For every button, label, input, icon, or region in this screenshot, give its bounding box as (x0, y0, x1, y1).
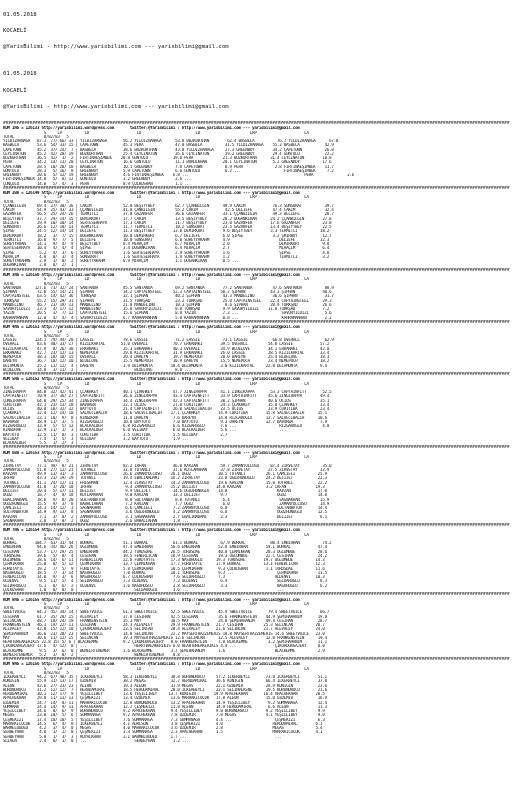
table-row: OLDENVI 9.5 11/ 5/ 4 | SELDAROGLU 7.3 OLDENVI 7.3 OLDENVI 6.9 SELDAROGLU 8.3 (3, 579, 327, 584)
table-row: SAVURYILDIZI 23.3 4/ 17/ 12 | MANDELINO 15.0 SAVURYILDIZI 8.8 TÜRKŞAD 9.9 SAVURYILDIZI 11.8 TÜRKŞAD 7.2 (3, 307, 330, 312)
table-row: ILKERBEYLİ 94.2 67/ 48/ 35 | ILKERBEYLİ 58.3 ILKERBEYLİ 38.8 BURUNDRUCU 57.2 ILKERBEYLİ 73.8 ILKERBEYLİ 51.1 (3, 675, 327, 680)
table-row: BAVURBA 18.9 11/ 3/ 5 | RIZGAROGLU 10.8 BAYTOTO 7.0 BAYTOTO 9.3 DAREYN 12.7 BAVURBA 7.9 (3, 419, 327, 424)
table-row: YAZIN 20.5 3/ 7/ 12 | CAPTAINSTEEL 15.6 ŞIPHAN 8.8 YAZIN 7.3 ... SAVURYILDIZI 5.6 (3, 311, 332, 316)
table-row: ÇONGIRAPPA 64.8 29/ 25/ 34 | ZİNGIRAPPA 34.4 ZİNGIRAPPA 42.3 CAPTAINFITT 30.2 ŞIPHAN 40.6 OCIUS 35.1 (3, 398, 330, 403)
table-row: OCIUS 40.0 10/ 32/ 32 | BAYTOTO 21.4 CAPTAINFITT 26.0 SALVECİBALİH 23.5 OCIUS 33.9 CORİTIBA 23.4 (3, 407, 330, 412)
table-row: PERA 34.2 14/ 13/ 20 | CEYLİNATUN 16.6 GÜNTÜLÜ 11.1 BURULKHAN 20.1 CEYLİNATUN 5.2 GREENBOY 17.6 (3, 160, 332, 165)
table-row: MEGAS 23.0 10/ 5/ 6 | SUMMANAGA 9.2 APACHEKHAN 7.8 ÖZDEMİR 7.8 MEGAS 4.1 YEŞİLLİBEY 9.0 (3, 713, 325, 718)
table-row: ŞİPSE 5.2 4/ 3/ 6 | SÜREYYAHAN 1.6 SERTESERHAYA 2.9 SÜREYYAKAHM 1.6 ŞİPSE 4.8 (3, 250, 330, 255)
section-separator: ############################################################################################################################################################################################## (3, 657, 510, 663)
race-title: KUM 8NG = 126155 http://yarisbilimi.wordpress.com twitter:@YarisBilimi : http://www.yarisbilimi.com --- yarisbilimi@gmail.com (3, 597, 300, 602)
table-row: ZİRVETAY 77.1 49/ 8/ 23 | ZİRVETAY 82.2 İRFAN 46.0 KAVZAN 59.7 ZAMANYOLCUSU 87.4 ZİRVETAY 35.0 (3, 463, 332, 468)
document-header (3, 2, 526, 121)
race-block (3, 325, 526, 372)
table-row: SLEVEN 2.4 0/ 1/ 0 | ... SERBEYHAN 1.2 ... (3, 738, 189, 743)
table-row: KAVZAN 7.1 3/ 0/ 2 | ZAMANYOLCUSU 3.1 SAĞNAKHAN 2.7 EBALINADAMI 2.3 DELİJET 6.1 (3, 514, 327, 519)
table-row: BASBELA 53.6 54/ 33/ 15 | CAPETOWN 45.3 PERA 47.0 BASBELA 31.5 YILDIZHANAĞA 55.3 BASBELA 42.9 (3, 143, 334, 148)
table-row: DELİJET 20.4 5/ 17/ 11 | DELİJET 9.9 DELİJET 14.6 OĞUZHUNOĞLU 14.0 KAVZAN 17.0 (3, 489, 327, 494)
table-row: BLACKALDER 5.5 1/ 2/ 3 | ... (3, 441, 87, 446)
table-row: FIRTINAEŞİMBEK 14.8 5/ 8/ 12 | GÜNTÜLÜ 3.2 GREENBOY 2.6 ... (3, 177, 191, 182)
section-separator: ############################################################################################################################################################################################## (3, 372, 510, 377)
table-row: ALEVALEY 42.8 15/ 12/ 10 | ÇIKORDOAGAJERY 23.5 SELİNCAN 28.4 ALEVALEY 21.6 SELİNCAN 21.7 ALEVALEY 24.0 (3, 627, 325, 632)
table-row: ÖZDEMİR 24.7 14/ 8/ 11 | MARRAKICOCUK 12.8 BURUNDRUCU 13.2 APACHEKHAN 14.9 YEŞİLLİBEY 9.2 SUMMANAGA 12.4 (3, 700, 327, 705)
table-row: TOTAL 8/82/83 5 (3, 333, 69, 338)
table-row: EBALINADAMI 18.6 9/ 8/ 20 | SULTANBATUR 8.8 SULTANBATUR 8.8 TUTANLI 6.4 SAĞNAKHAN 15.9 (3, 497, 330, 502)
table-row: ÇEŞMEKIZI 17.4 10/ 10/ 5 | YEŞİLLİBEY 7.6 SUMMANAGA 7.3 SUMMANAGA 4.4 ... ÇEŞMEKIZI 6.3 (3, 717, 325, 722)
table-row: CESİHAN 53.7 17/ 29/ 25 | EMBIRHAN 44.2 TORDSDAE 26.5 TORDSDAE 40.0 ÇERMİKHAN 20.3 OGLUMBUE 28.6 (3, 549, 327, 554)
table-row: CEYLİNATUN 45.2 42/ 28/ 19 | BOZKURTHAN 25.4 CEYLİNATUN 35.6 CEYLİNATUN 29.2 GREENBOY 29.4 GÜNTÜLÜ 22.2 (3, 151, 334, 156)
table-row: LASSİE 124.1 79/ 44/ 20 | LASSİE 78.6 LASSİE 71.2 LASSİE 73.1 LASSİE 66.8 OVERALL 62.9 (3, 338, 334, 342)
table-row: GÜNTÜLÜ 28.3 5/ 16/ 8 | GREENBOY 5.9 CAPETOWN 6.6 GÜNTÜLÜ 6.2 ... FIRTINAEŞİMBEK 7.2 (3, 168, 334, 173)
column-headers: S LP LD LD LD LRP LA (3, 666, 309, 671)
section-separator: ############################################################################################################################################################################################## (3, 592, 510, 598)
table-row: TOTAL 8/82/83 5 (3, 606, 69, 611)
table-row: SWEETVOICE 84.3 45/ 34/ 14 | SWEETVOICE 61.3 SWEETVOICE 52.5 SWEETVOICE 45.9 SWEETVOICE 79.4 SWEETVOICE 66.7 (3, 610, 330, 615)
table-row: MİRAÇİM 4.0 0/ 3/ 4 | SONSURAT 1.6 SERTESERHAYA 1.9 SÜREYYAKAHM 1.2 TERMİTLİ 3.2 (3, 254, 330, 259)
table-row: BLACKEMME 9.5 3/ 6/ 0 | WEMELRTENEMER 1.6 BLACKEMME 3.7 ŞEMİHAHANIM 1.6 BLACKEMME 2.9 (3, 648, 325, 653)
table-row: ÇAPETOWN 45.2 37/ 24/ 7 | BASBELA 38.6 BOZKURTHAN 43.8 YILDIZHANAĞA 27.3 GREENBOY 34.2 ÇAPETOWN 26.0 (3, 147, 334, 152)
race-title: KUM 1NG = 126133 http://yarisbilimi.wordpress.com twitter:@YarisBilimi : http://www.yarisbilimi.com --- yarisbilimi@gmail.com (3, 126, 300, 131)
table-row: SANTANUA 127.6 73/ 32/ 24 | SANTANUA 45.5 SANTANUA 69.2 SANTANUA 77.2 SANTANUA 47.6 SANTANUA 88.9 (3, 285, 334, 290)
race-title: KUM 7NG = 126154 http://yarisbilimi.wordpress.com twitter:@YarisBilimi : http://www.yarisbilimi.com --- yarisbilimi@gmail.com (3, 528, 300, 533)
table-row: SERTESERHAYA 10.4 4/ 4/ 4 | ŞİPSE 3.4 DOĞANKIRAN 6.4 MİRAÇİM 2.7 MİRAÇİM 6.4 (3, 246, 330, 251)
table-row: ÇERMİKHAN 25.0 8/ 5/ 12 | ÇERMİKHAN 13.7 ÇERMİKHAN 17.7 FORDTAYTE 17.9 BURKAL 13.1 FENERLICAN 12.3 (3, 562, 325, 567)
header-contact-repeat: @YarisBilimi - http://www.yarisbilimi.com --- yarisbilimi@gmail.com (3, 103, 229, 110)
column-headers: S LP LD LD LD LRP LA (3, 195, 309, 200)
race-title: KUM 9NG = 126156 http://yarisbilimi.wordpress.com twitter:@YarisBilimi : http://www.yarisbilimi.com --- yarisbilimi@gmail.com (3, 662, 300, 667)
column-headers: S LP LD LD LD LRP LA (3, 455, 309, 460)
table-row: TOTAL 8/82/83 5 (3, 536, 69, 541)
table-row: ZAMANYOLCUSU 51.0 27/ 12/ 21 | TUTANLI 31.8 TUTANLI 37.6 KUTLAMAHAN 37.8 ZİRVETAY 27.5 ZİRVETAY 33.9 (3, 467, 330, 472)
table-row: KAVZAN 49.9 13/ 31/ 3 | ZAMANYOLCUSU 26.6 ZAMANYOLCUSU 26.1 OĞUZ 30.5 TUTANLI 26.1 ÇAMLIELİ 25.9 (3, 472, 327, 477)
race-block (3, 598, 526, 658)
table-row: SÜREYYAHAN 14.1 9/ 4/ 9 | BEŞİYTBEY 8.4 MİRAÇİM 6.7 MİRAÇİM 2.0 DEMİRKURT 9.8 (3, 242, 330, 247)
table-row: SÜREYYAKAHMN 2.9 1/ 0/ 2 | SÜREYYAKAHM 0.9 MİRAÇİM 1.1 DOĞANKIRAN 0.5 ... (3, 259, 239, 264)
table-row: CORİTIBA 42.1 23/ 13/ 18 | BAVURBA 22.1 OCIUS 27.0 CORİTIBA 24.3 ÇLAKHKEY 35.8 ÇLAKHKEY 33.4 (3, 402, 330, 407)
table-row: TOTAL 8/82/83 5 (3, 134, 69, 139)
results-sheet (3, 2, 526, 743)
table-row: DOĞANKIRAN 2.0 0/ 2/ 1 | ... (3, 263, 87, 268)
table-row: WARMELOODED 4.2 3/ 4/ 0 | MEGAS 4.0 MARRAKICOCUK 3.6 ÖZDEMİR 2.8 MEGAS 5.4 (3, 726, 323, 731)
table-row: BAYTOTO 12.5 11/ 0/ 3 | CORİTIBA 3.5 CORİTIBA 5.5 VELİBAY 2.7 (3, 432, 228, 437)
table-row: DELİEFE 29.9 10/ 10/ 14 | SERTESERHAYA 17.1 CAKIM 11.7 BEŞİYTBEY 23.0 GAZANFER 17.6 GAZANFER 23.8 (3, 220, 332, 225)
table-row: BOZKURTHAN 36.5 42/ 3/ 2 | FIRTINAEŞİMBEK 20.8 GÜNTÜLÜ 19.0 PERA 21.3 BOZKURTHAN 31.4 CEYLİNATUN 18.8 (3, 156, 332, 161)
race-title: KUM 4NG = 126151 http://yarisbilimi.wordpress.com twitter:@YarisBilimi : http://www.yarisbilimi.com --- yarisbilimi@gmail.com (3, 325, 300, 330)
table-row: GÜMMANA 24.4 14/ 9/ 11 | APACHEKHAN 12.2 ÇEŞMEKIZI 11.8 ALEON 14.9 HERODAMIRAL 6.6 ALEON 11.3 (3, 704, 327, 709)
table-row: ÇAMLIELİ 14.3 14/ 12/ 3 | SAĞNAKHAN 6.6 ÇAMLIELİ 7.2 ZAMANYOLCUSU 6.0 SULTANBATUR 14.4 (3, 506, 327, 511)
table-row: WEMELRTENEMER 5.2 3/ 0/ 2 | ... WEMELRTENEMER 0.8 ... ... (3, 652, 284, 657)
race-title: KUM 5NG = 126152 http://yarisbilimi.wordpress.com twitter:@YarisBilimi : http://www.yarisbilimi.com --- yarisbilimi@gmail.com (3, 377, 300, 382)
table-row: BLUELOVE 14.8 3/ 11/ 2 | ... BLUELOVE 8.0 ... (3, 367, 191, 372)
section-separator: ############################################################################################################################################################################################## (3, 319, 510, 325)
section-separator: ############################################################################################################################################################################################## (3, 445, 510, 451)
header-date-repeat: 01.05.2018 (3, 71, 37, 78)
table-row: SULTANBATUR 14.9 9/ 13/ 8 | SAĞNAKHAN 3.6 OĞUZHUNOĞLU 4.2 ZAMANYOLCUSU 6.0 OĞUZHUNOĞLU 12.5 (3, 510, 327, 515)
table-row: KIZILKARTAL 47.9 8/ 26/ 38 | ERKANAKI 35.3 ERKANAKI 40.3 OVERALL 34.9 BLUELOVE 34.1 ERKANAKI 42.0 (3, 346, 330, 351)
table-row: DAREYN 36.7 10/ 12/ 10 | BLUELOVE 15.5 NEMEPOCH 10.9 DAREYN 15.5 NEMEPOCH 23.4 NEMEPOCH 18.2 (3, 359, 330, 364)
table-row: ÇÜNÇÜLÜ 14.0 5/ 4/ 3 | PERA 0.9 ÇOLKUSHAN 1.1 ... (3, 181, 191, 186)
table-row: FORDTAYTE 19.2 7/ 5/ 9 | FORDTAYTE 5.8 ÇERMİKHAN 10.5 ÇERMİKHAN 9.3 ÇOLKUSHAN 1.1 TORDSDAE 11.6 (3, 566, 325, 571)
table-row: SONSURAT 26.6 12/ 10/ 13 | TERMİTLİ 11.7 TERMİTLİ 10.2 SONSURAT 23.5 GAZANFER 13.4 BEŞİYTBEY 22.5 (3, 225, 332, 230)
table-row: EMBIRHAN 94.6 34/ 46/ 26 | OGLUMBUE 47.4 EMBIRHAN 56.6 EMBIRHAN 52.8 EMBIRHAN 59.1 BURKAL 47.4 (3, 545, 327, 550)
table-row: SERBEYHAN 5.0 1/ 3/ 3 | ROYALKHAN 2.1 WARMBLOODED 1.7 ... ... (3, 734, 282, 739)
table-row: ÇIKORDOAGAJERY 17.6 4/ 12/ 8 | ... HEARTBREAKERİKIS 6.0 HEARTBREAKERİKIS 4.4 ... ÇIKORDOAGAJERY 8.0 (3, 644, 325, 649)
table-row: TÜRKŞAD 55.2 15/ 29/ 31 | ŞIPHAN 31.5 TÜRKŞAD 23.2 TÜRKŞAD 25.0 CAPTAINSTEEL 22.4 CAPTAINSTEEL 29.3 (3, 298, 332, 303)
table-row: YILDIZHANAĞA 87.3 77/ 66/ 33 | YILDIZHANAĞA 56.2 YILDIZHANAĞA 53.8 BOZKURTHAN 62.4 BASBELA 76.7 YILDIZHANAĞA 67.0 (3, 139, 339, 144)
table-row: ALEON 42.6 27/ 23/ 23 | ALEON 19.3 ALEON 31.9 MEGAS 22.1 ÖZDEMİR 28.9 KONIGIN 23.6 (3, 683, 327, 688)
table-row: ŞEMİHAHANIM 36.6 23/ 20/ 23 | SWEETVOICE 14.8 SELİNCAN 22.2 MAYSERTHAZZEMERIS 18.8 MAYSERTHAZZEMERIS 14.6 SWEETVOICE 23.0 (3, 631, 325, 636)
table-row: SERBEYHAN 4.0 1/ 2/ 0 | ÇEŞMEKIZI 3.3 SUMMANAGA 2.3 APACHEKHAN 1.5 MARRAKICOCUK 4.1 (3, 730, 323, 735)
race-block (3, 126, 526, 186)
table-row: İRFAN 43.3 23/ 19/ 19 | TUTANLI 19.4 EBALINADAMI 16.2 ZİRVETAY 23.8 OĞUZHUNOĞLU 24.2 DELİJET 22.3 (3, 476, 327, 481)
table-row: ERKANAKI 42.7 23/ 12/ 13 | NEMEPOCH 29.8 KIZILKARTAL 31.9 ERKANAKI 26.0 LASSİE 28.5 KIZILKARTAL 33.4 (3, 350, 330, 355)
section-separator: ############################################################################################################################################################################################## (3, 120, 510, 126)
table-row: OGLUMBUE 28.6 14/ 6/ 11 | FENERLICAN 22.8 FORDTAYTE 17.3 NASUHOGLU 19.3 TORDSDAE 19.7 OGLUMBUE 14.3 (3, 558, 325, 563)
column-headers: S LP LD LD LD LRP LA (3, 130, 309, 135)
table-row: YEŞİLLİBEY 24.6 8/ 6/ 9 | BURUNDRUCU 9.2 APACHEKHAN 9.4 YEŞİLLİBEY 9.0 BURUNDRUCU 9.2 YEŞİLLİBEY 9.9 (3, 709, 325, 714)
race-title: KUM 6BA = 126153 http://yarisbilimi.wordpress.com twitter:@YarisBilimi : http://www.yarisbilimi.com --- yarisbilimi@gmail.com (3, 450, 300, 455)
table-row: OĞUZ 18.7 4/ 8/ 18 | KUTLAMAHAN 9.0 KAVZAN 13.3 DELİJET 9.7 OĞUZ 14.8 (3, 493, 327, 498)
table-row: HERODAMIRAL 30.1 12/ 17/ 9 | YEŞİLLİBEY 13.6 YEŞİLLİBEY 13.7 KONIGIN 19.9 APACHEKHAN 16.4 APACHEKHAN 20.5 (3, 692, 325, 697)
race-block (3, 377, 526, 445)
table-row: BURUNDRUCU 31.2 12/ 12/ 7 | HERODAMIRAL 18.5 HERODAMIRAL 20.0 ILKERBEYLİ 22.1 SELINVERENE 19.5 BURUNDRUCU 21.6 (3, 687, 327, 692)
header-contact: @YarisBilimi - http://www.yarisbilimi.com --- yarisbilimi@gmail.com (3, 44, 229, 51)
table-row: NASUHOGLU 18.5 7/ 3/ 14 | NASUHOGLU 7.0 BURKAL 10.1 TORDSDAE 9.3 ... ÇERMİKHAN 11.5 (3, 570, 327, 575)
table-row: CAPETOWN 28.5 10/ 20/ 18 | BASBELA 10.1 GREENBOY 7.8 CAPETOWN 8.9 PERA 2.8 FIRTINAEŞİMBEK 11.7 (3, 164, 334, 169)
table-row: DEMİRKURT 18.2 3/ 7/ 15 | DOĞANKIRAN 10.0 DEMİRKURT 6.7 DELİEFE 6.0 ŞİPSE 3.2 ŞMİRBOY 12.7 (3, 233, 332, 238)
race-blocks (3, 121, 526, 743)
table-row: KINGDRAK 12.9 11/ 1/ 3 | BLACKALDER 6.0 VELİBAY 6.0 BLACKALDER 5.6 ... ... (3, 428, 287, 433)
table-row: SALVECİBALİH 23.1 10/ 9/ 8 | KINGDRAK 11.0 DAREYN 7.6 DAREYN 14.8 RIZGAROGLU 12.7 SALVECİBALİH 10.6 (3, 415, 327, 420)
table-row: DELAMONTA 25.2 13/ 12/ 4 | DAREYN 3.9 DELAMONTA 10.4 DELAMONTA 3.0 KIZILKARTAL 22.8 DELAMONTA 9.4 (3, 363, 327, 368)
section-separator: ############################################################################################################################################################################################## (3, 185, 510, 191)
table-row: OVERALL 83.6 40/ 33/ 17 | KIZILKARTAL 51.0 OVERALL 70.7 ERKANAKI 39.5 OVERALL 54.0 LASSİE 57.2 (3, 342, 330, 347)
table-row: GREENBOY 20.6 5/ 12/ 19 | GREENBOY 4.6 FIRTINAEŞİMBEK 6.8 ... PERA 2.6 (3, 173, 355, 178)
table-row: CAPTAINSTEEL 63.5 14/ 42/ 36 | TÜRKŞAD 32.1 ŞIPHAN 40.2 ŞIPHAN 43.3 MANDELINO 36.6 ŞIPHAN 31.7 (3, 294, 334, 299)
race-block (3, 451, 526, 523)
table-row: NEMEPOCH 38.3 18/ 10/ 15 | OVERALL 20.4 DAREYN 19.7 NEMEPOCH 28.0 DAREYN 25.4 BLUELOVE 18.3 (3, 355, 330, 359)
table-row: KONIGIN 55.9 31/ 13/ 17 | ÖZDEMİR 38.2 MEGAS 32.7 HERODAMIRAL 36.6 KONIGIN 66.4 ILKERBEYLİ 37.8 (3, 679, 327, 684)
table-row: TOTAL 8/82/83 5 (3, 385, 69, 390)
table-row: FENERLICAN 14.0 9/ 3/ 6 | NASUHOGLU 6.7 ÇOLKUSHAN 7.6 SELDAROGLU 7.3 OLDENVI 10.3 (3, 575, 325, 580)
column-headers: S LP LD LD LD LRP LA (3, 381, 309, 386)
table-row: ZAMANYOLCUSU 41.0 3/ 20/ 10 | İRFAN 9.4 ZAMANYOLCUSU 15.2 DELİJET 14.0 KAVZAN 3.2 İRFAN 19.3 (3, 484, 325, 489)
table-row: TUTANLI 41.1 24/ 12/ 11 | FRESHMAN 12.4 ZİRVETAY 14.3 ZAMANYOLCUSU 19.6 KAVZAN 15.0 TUTANLI 22.2 (3, 480, 327, 485)
table-row: RIZGAROGLU 13.9 5/ 5/ 13 | BLACKALDER 6.8 RIZGAROGLU 6.6 RIZGAROGLU 7.6 ... RIZGAROGLU 4.0 (3, 424, 330, 429)
table-row: SELDAROGLU 6.1 0/ 6/ 2 | OLDENVI 1.6 NASUHOGLU 3.8 SELDAROGLU 3.3 NASUHOGLU 6.2 (3, 583, 327, 588)
race-block (3, 191, 526, 268)
race-title: KUM 3NG = 126150 http://yarisbilimi.wordpress.com twitter:@YarisBilimi : http://www.yarisbilimi.com --- yarisbilimi@gmail.com (3, 273, 300, 278)
table-row: ÇÇANBILGİN 69.4 37/ 30/ 36 | CAKIM 52.0 BEŞİYTBEY 62.7 ÇÇANBILGİN 49.9 CAKIM 76.3 SONSURAT 39.7 (3, 203, 334, 208)
table-row: MANDELINO 46.7 23/ 19/ 13 | MANDELINO 21.0 MANDELINO 10.3 ŞIPHAN 8.6 ŞIPHAN 20.9 TÜRKŞAD 26.6 (3, 302, 332, 307)
table-row: ZİNGIRAPPA 84.0 32/ 42/ 41 | ÇLAKHKEY 40.1 ÇLAKHKEY 47.7 ZİNGIRAPPA 41.1 ZİNGIRAPPA 53.3 CAPTAINFITT 52.5 (3, 390, 332, 395)
table-row: SAĞNAKHAN 3.0 1/ 0/ 2 | OĞUZ 2.6 BABALIAHAN 1.8 ... ... (3, 518, 284, 523)
table-row: TORDSDAE 39.6 5/ 8/ 4 | CESİHAN 19.5 FENERLICAN 18.9 CESİHAN 19.3 OGLUMBUE 22.1 CESİHAN 24.2 (3, 553, 327, 558)
section-separator: ############################################################################################################################################################################################## (3, 267, 510, 273)
table-row: CAKIM 54.9 25/ 43/ 33 | ÇÇANBILGİN 41.8 ÇANBILGİN 55.2 CAKIM 42.5 DELİEFE 47.4 CAKIM 32.4 (3, 208, 334, 213)
table-row: TOTAL 8/82/83 5 (3, 459, 69, 464)
column-headers: S LP LD LD LD LRP LA (3, 277, 309, 282)
header-date: 01.05.2018 (3, 11, 37, 18)
race-block (3, 662, 526, 743)
column-headers: S LP LD LD LD LRP LA (3, 601, 309, 606)
table-row: BURKAL 104.7 63/ 31/ 44 | BURKAL 51.1 BURKAL 61.1 BURKAL 67.9 BURKAL 80.4 EMBIRHAN 74.2 (3, 541, 332, 546)
table-row: CAPTAINFITT 70.9 37/ 36/ 27 | CAPTAINFITT 36.6 ZİNGIRAPPA 43.4 CAPTAINFITT 33.9 CAPTAINFITT 45.6 ZİNGIRAPPA 49.4 (3, 394, 330, 399)
table-row: CESİHAN 61.7 35/ 28/ 15 | ALEVALEY 37.8 CESİHAN 42.5 CESİHAN 35.6 FRANKENSTEIN 44.9 ŞEMİHAHANIM 19.8 (3, 614, 327, 619)
table-row: GAZANFER 56.5 25/ 24/ 26 | TERMİTLİ 37.0 GAZANFER 36.6 GAZANFER 33.1 ÇÇANBILGİN 49.3 DELİEFE 28.7 (3, 212, 334, 217)
table-row: ÇLAKHKEY 32.4 12/ 14/ 10 | SALVECİBALİH 18.6 SALVECİBALİH 17.1 ÇLAKHKEY 14.9 CORİTIBA 15.8 SALVECİBALİH 15.1 (3, 411, 327, 416)
table-row: APACHEKHAN 29.8 11/ 13/ 13 | ÇEŞMEKIZI 13.4 ÖZDEMİR 13.6 MARRAKICOCUK 17.8 ALEON 15.0 ÖZDEMİR 16.9 (3, 696, 327, 701)
table-row: TOTAL 8/82/83 5 (3, 199, 69, 204)
table-row: TERMİTLİ 16.0 9/ 7/ 5 | DELİEFE 10.0 SONSURAT 6.8 SÜREYYAKAHM 4.9 DELİEFE 12.3 (3, 237, 330, 242)
section-separator: ############################################################################################################################################################################################## (3, 523, 510, 529)
table-row: TOTAL 8/82/83 5 (3, 281, 69, 286)
race-title: KUM 2BA = 126149 http://yarisbilimi.wordpress.com twitter:@YarisBilimi : http://www.yarisbilimi.com --- yarisbilimi@gmail.com (3, 191, 300, 196)
table-row: HEARTBREAKERİKIS 22.8 15/ 5/ 6 | BLACKEMME 9.2 ÇIKORDOAGAJERY 8.0 FRANKENSTEIN 7.0 BLACKEMME 3.2 ŞEMİHAHANIM 11.1 (3, 640, 327, 645)
column-headers: S LP LD LD LD LRP LA (3, 532, 309, 537)
table-row: ÇOLKUSHAN 1.0 0/ 0/ 0 | ... SELDAROGLU 1.6 ... ... (3, 587, 284, 592)
table-row: FRANKENSTEIN 46.1 19/ 22/ 11 | CESİHAN 24.3 ALEVALEY 29.9 FRANKENSTEIN 21.7 CESİHAN 25.3 SELİNCAN 28.7 (3, 623, 325, 628)
table-row: ŞIPHAN 72.0 55/ 14/ 21 | ŞIPHAN 34.2 CAPTAINSTEEL 52.3 CAPTAINSTEEL 50.2 ŞIPHAN 43.3 ŞIPHAN 40.6 (3, 290, 332, 295)
race-block (3, 528, 526, 592)
table-row: MAY 30.6 11/ 12/ 15 | SELİNCAN 19.3 MAYSERTHAZZEMERIS 12.6 SELİNCAN 12.5 ALEVALEY 12.0 FRANKENSTEIN 19.4 (3, 635, 327, 640)
table-row: OĞUZHUNOĞLU 15.5 9/ 3/ 8 | BABALIAHAN 7.2 KAVZAN 7.7 OĞUZ 6.0 ZAMANYOLCUSU 14.9 (3, 501, 330, 506)
header-city: KOCAELİ (3, 28, 27, 35)
table-row: SELİNCAN 48.7 18/ 24/ 19 | FRANKENSTEIN 35.3 MAY 30.5 MAY 24.8 ŞEMİHAHANIM 49.4 CESİHAN 28.7 (3, 618, 327, 623)
table-row: TOTAL 8/82/83 5 (3, 670, 69, 675)
table-row: BEŞİYTBEY 37.7 29/ 14/ 15 | DEMİRKURT 17.7 CAKIM 13.5 BEŞİYTBEY 28.2 DOĞANKIRAN 24.2 ÇÇANBILGİN 27.8 (3, 216, 332, 221)
header-city-repeat: KOCAELİ (3, 87, 27, 94)
column-headers: S LP LD LD LD LRP LA (3, 329, 309, 334)
table-row: MARRAKICOCUK 14.5 6/ 4/ 8 | ILKERBEYLİ 4.1 ADALSON 3.8 ÇEŞMEKIZI 4.0 HERODAMIRAL 6.1 (3, 721, 323, 726)
race-block (3, 273, 526, 320)
table-row: VELİBAY 7.4 1/ 5/ 3 | VELİBAY 3.2 BAYTOTO 1.9 ... (3, 436, 189, 441)
table-row: ŞİPSE 24.5 12/ 14/ 14 | DELİEFE 11.3 BEŞİYTBEY 13.0 DEMİRKURT 9.6 BEŞİYTBEY 3.3 TERMİTLİ 18.2 (3, 229, 330, 234)
table-row: KAHRAMANHAN 12.0 4/ 4/ 4 | SAVURYILDIZI 6.7 KAHRAMANHAN 5.0 KAHRAMANHAN 0.8 ... KAHRAMANHAN 2.2 (3, 315, 332, 320)
